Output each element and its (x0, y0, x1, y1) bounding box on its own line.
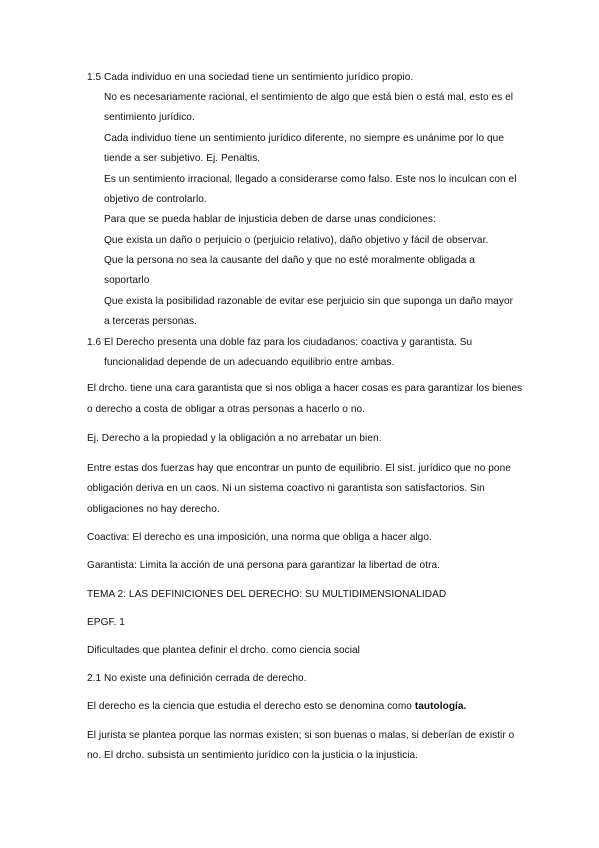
text-line: Es un sentimiento irracional, llegado a considerarse como falso. Este nos lo inculcan con el (104, 174, 517, 185)
paragraph-line: Dificultades que plantea definir el drcho. como ciencia social (87, 645, 360, 656)
paragraph-line: obligaciones no hay derecho. (87, 504, 220, 515)
section-1-5-heading: 1.5 Cada individuo en una sociedad tiene un sentimiento jurídico propio. (87, 72, 414, 83)
text-line: Que exista un daño o perjuicio o (perjuicio relativo), daño objetivo y fácil de observar. (104, 235, 489, 246)
paragraph-line: no. El drcho. subsista un sentimiento jurídico con la justicia o la injusticia. (87, 750, 419, 761)
tema-heading: TEMA 2: LAS DEFINICIONES DEL DERECHO: SU MULTIDIMENSIONALIDAD (87, 589, 447, 600)
text-line: tiende a ser subjetivo. Ej. Penaltis. (104, 153, 261, 164)
text-line: sentimiento jurídico. (104, 112, 195, 123)
text-line: a terceras personas. (104, 316, 198, 327)
paragraph-line: El drcho. tiene una cara garantista que si nos obliga a hacer cosas es para garantizar los bienes (87, 383, 523, 394)
section-1-6-heading: 1.6 El Derecho presenta una doble faz para los ciudadanos: coactiva y garantista. Su (87, 337, 473, 348)
paragraph-line: Coactiva: El derecho es una imposición, una norma que obliga a hacer algo. (87, 532, 432, 543)
paragraph-line: Entre estas dos fuerzas hay que encontrar un punto de equilibrio. El sist. jurídico que no pone (87, 463, 511, 474)
paragraph-line: Garantista: Limita la acción de una persona para garantizar la libertad de otra. (87, 560, 440, 571)
section-2-1-heading: 2.1 No existe una definición cerrada de derecho. (87, 673, 307, 684)
paragraph-line: obligación deriva en un caos. Ni un sistema coactivo ni garantista son satisfactorios. Sin (87, 483, 485, 494)
text-line: soportarlo (104, 275, 150, 286)
text-line: Para que se pueda hablar de injusticia deben de darse unas condiciones: (104, 214, 436, 225)
text-line: Que la persona no sea la causante del daño y que no esté moralmente obligada a (104, 255, 475, 266)
paragraph-line: El jurista se plantea porque las normas existen; si son buenas o malas, si deberían de existir o (87, 730, 515, 741)
paragraph-line: o derecho a costa de obligar a otras personas a hacerlo o no. (87, 404, 366, 415)
text-line: funcionalidad depende de un adecuando equilibrio entre ambas. (104, 357, 395, 368)
text-line: Cada individuo tiene un sentimiento jurídico diferente, no siempre es unánime por lo que (104, 133, 504, 144)
tautologia-text: El derecho es la ciencia que estudia el derecho esto se denomina como (87, 701, 415, 712)
text-line: Que exista la posibilidad razonable de evitar ese perjuicio sin que suponga un daño mayor (104, 296, 514, 307)
tautologia-term: tautología. (414, 701, 467, 712)
text-line: No es necesariamente racional, el sentimiento de algo que está bien o está mal, esto es el (104, 92, 514, 103)
text-line: objetivo de controlarlo. (104, 194, 207, 205)
paragraph-line: Ej. Derecho a la propiedad y la obligación a no arrebatar un bien. (87, 433, 382, 444)
tautologia-line (87, 701, 466, 712)
epgf-label: EPGF. 1 (87, 617, 125, 628)
